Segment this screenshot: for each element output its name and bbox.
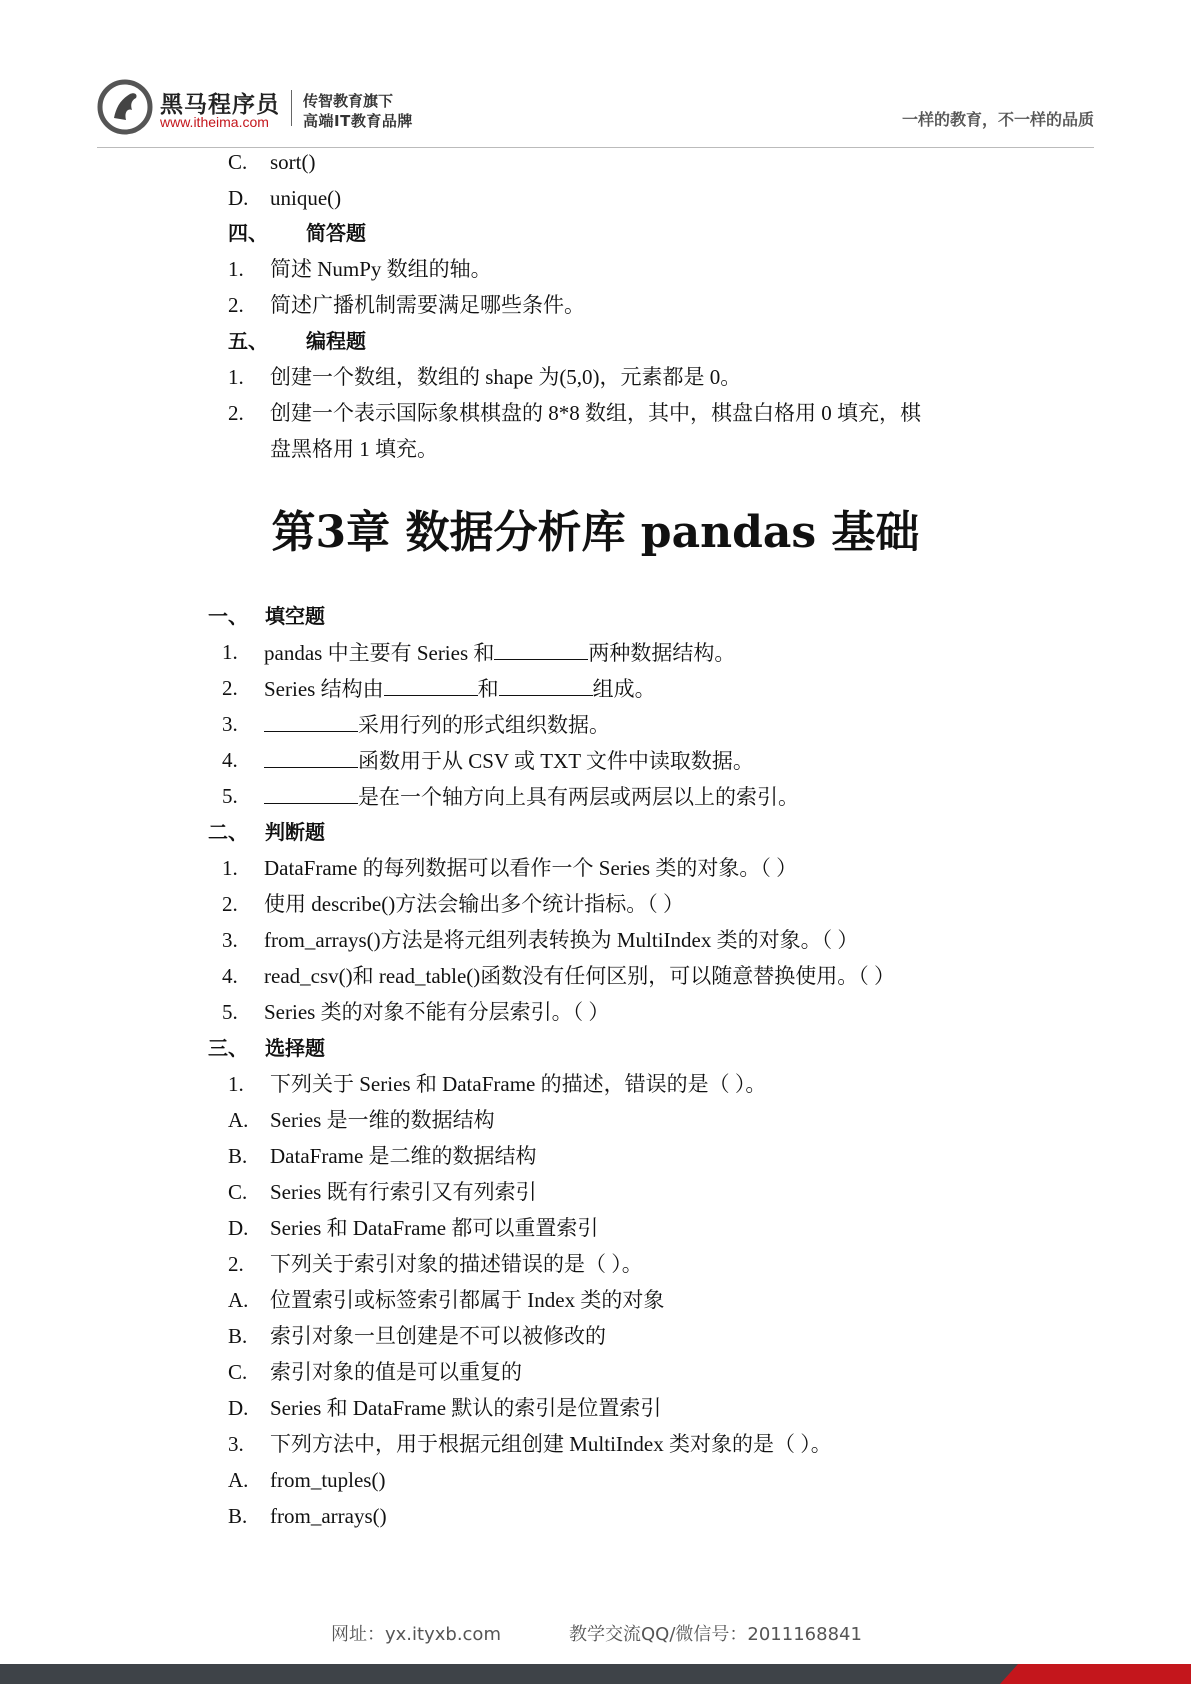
answer-blank[interactable] bbox=[264, 783, 358, 804]
footer-accent bbox=[1000, 1664, 1191, 1684]
section-title: 简答题 bbox=[306, 221, 366, 245]
question-text bbox=[264, 639, 735, 666]
section-title: 判断题 bbox=[265, 820, 325, 844]
option-text: unique() bbox=[270, 186, 342, 210]
choice-text: from_arrays() bbox=[270, 1504, 387, 1528]
choice-label: 3. bbox=[228, 1432, 244, 1456]
answer-blank[interactable] bbox=[384, 675, 478, 696]
choice-text: DataFrame 是二维的数据结构 bbox=[270, 1144, 537, 1168]
question-number: 5. bbox=[222, 784, 238, 808]
question-text: 使用 describe()方法会输出多个统计指标。（ ） bbox=[264, 892, 684, 916]
choice-label: A. bbox=[228, 1108, 249, 1132]
question-text bbox=[264, 675, 656, 702]
choice-label: D. bbox=[228, 1396, 249, 1420]
footer-contact: 教学交流QQ/微信号：2011168841 bbox=[569, 1624, 862, 1645]
choice-label: A. bbox=[228, 1468, 249, 1492]
choice-label: C. bbox=[228, 1360, 248, 1384]
question-number: 5. bbox=[222, 1000, 238, 1024]
page-header bbox=[0, 0, 1191, 150]
brand-tagline-1: 传智教育旗下 bbox=[303, 92, 394, 110]
choice-text: from_tuples() bbox=[270, 1468, 386, 1492]
section-title: 填空题 bbox=[265, 604, 325, 628]
choice-text: Series 既有行索引又有列索引 bbox=[270, 1180, 537, 1204]
question-number: 4. bbox=[222, 964, 238, 988]
question-post: 组成。 bbox=[592, 677, 656, 701]
question-number: 3. bbox=[222, 712, 238, 736]
brand-tagline-2: 高端IT教育品牌 bbox=[303, 112, 413, 130]
section-number: 五、 bbox=[228, 329, 268, 353]
section-number: 三、 bbox=[208, 1036, 248, 1060]
section-number: 二、 bbox=[208, 820, 248, 844]
question-text: read_csv()和 read_table()函数没有任何区别，可以随意替换使用。（ ） bbox=[264, 964, 896, 988]
choice-label: B. bbox=[228, 1504, 248, 1528]
choice-text: 索引对象一旦创建是不可以被修改的 bbox=[270, 1324, 606, 1348]
question-text: 简述广播机制需要满足哪些条件。 bbox=[270, 293, 585, 317]
choice-label: A. bbox=[228, 1288, 249, 1312]
brand-url: www.itheima.com bbox=[160, 114, 269, 130]
question-post: 函数用于从 CSV 或 TXT 文件中读取数据。 bbox=[358, 749, 754, 773]
answer-blank[interactable] bbox=[264, 747, 358, 768]
answer-blank[interactable] bbox=[494, 639, 588, 660]
section-title: 选择题 bbox=[265, 1036, 325, 1060]
choice-label: B. bbox=[228, 1144, 248, 1168]
question-number: 2. bbox=[222, 676, 238, 700]
brand-divider bbox=[291, 90, 292, 126]
question-number: 3. bbox=[222, 928, 238, 952]
question-text: 简述 NumPy 数组的轴。 bbox=[270, 257, 492, 281]
question-post: 两种数据结构。 bbox=[588, 641, 736, 665]
brand-name: 黑马程序员 bbox=[160, 92, 280, 118]
section-title: 编程题 bbox=[306, 329, 366, 353]
question-text bbox=[264, 783, 799, 810]
choice-text: 位置索引或标签索引都属于 Index 类的对象 bbox=[270, 1288, 665, 1312]
choice-text: 下列方法中，用于根据元组创建 MultiIndex 类对象的是（ ）。 bbox=[270, 1432, 832, 1456]
answer-blank[interactable] bbox=[264, 711, 358, 732]
question-mid: 和 bbox=[477, 677, 499, 701]
section-number: 一、 bbox=[208, 604, 248, 628]
choice-text: 索引对象的值是可以重复的 bbox=[270, 1360, 522, 1384]
section-number: 四、 bbox=[228, 221, 268, 245]
header-slogan: 一样的教育，不一样的品质 bbox=[901, 110, 1094, 129]
choice-text: Series 和 DataFrame 都可以重置索引 bbox=[270, 1216, 599, 1240]
question-number: 1. bbox=[222, 856, 238, 880]
answer-blank[interactable] bbox=[499, 675, 593, 696]
question-pre: pandas 中主要有 Series 和 bbox=[264, 641, 495, 665]
question-text: Series 类的对象不能有分层索引。（ ） bbox=[264, 1000, 610, 1024]
question-number: 1. bbox=[222, 640, 238, 664]
option-label: D. bbox=[228, 186, 249, 210]
option-label: C. bbox=[228, 150, 248, 174]
question-number: 2. bbox=[228, 293, 244, 317]
question-text: from_arrays()方法是将元组列表转换为 MultiIndex 类的对象。（ ） bbox=[264, 928, 859, 952]
choice-text: 下列关于索引对象的描述错误的是（ ）。 bbox=[270, 1252, 643, 1276]
question-number: 1. bbox=[228, 365, 244, 389]
question-post: 是在一个轴方向上具有两层或两层以上的索引。 bbox=[358, 785, 799, 809]
option-text: sort() bbox=[270, 150, 316, 174]
footer-website: 网址：yx.ityxb.com bbox=[331, 1624, 501, 1645]
chapter-title: 第3章 数据分析库 pandas 基础 bbox=[271, 507, 920, 558]
question-text: 创建一个表示国际象棋棋盘的 8*8 数组，其中，棋盘白格用 0 填充，棋 bbox=[270, 401, 921, 425]
choice-label: 1. bbox=[228, 1072, 244, 1096]
question-text: DataFrame 的每列数据可以看作一个 Series 类的对象。（ ） bbox=[264, 856, 798, 880]
choice-label: C. bbox=[228, 1180, 248, 1204]
question-number: 2. bbox=[222, 892, 238, 916]
choice-text: 下列关于 Series 和 DataFrame 的描述，错误的是（ ）。 bbox=[270, 1072, 767, 1096]
question-continuation: 盘黑格用 1 填充。 bbox=[270, 437, 438, 461]
question-pre: Series 结构由 bbox=[264, 677, 384, 701]
horse-logo-icon bbox=[96, 78, 154, 136]
choice-label: D. bbox=[228, 1216, 249, 1240]
question-post: 采用行列的形式组织数据。 bbox=[358, 713, 610, 737]
choice-text: Series 是一维的数据结构 bbox=[270, 1108, 495, 1132]
question-text: 创建一个数组，数组的 shape 为(5,0)，元素都是 0。 bbox=[270, 365, 742, 389]
question-number: 4. bbox=[222, 748, 238, 772]
question-text bbox=[264, 711, 610, 738]
header-rule bbox=[97, 147, 1094, 148]
choice-label: 2. bbox=[228, 1252, 244, 1276]
question-number: 1. bbox=[228, 257, 244, 281]
question-text bbox=[264, 747, 754, 774]
question-number: 2. bbox=[228, 401, 244, 425]
choice-text: Series 和 DataFrame 默认的索引是位置索引 bbox=[270, 1396, 662, 1420]
choice-label: B. bbox=[228, 1324, 248, 1348]
